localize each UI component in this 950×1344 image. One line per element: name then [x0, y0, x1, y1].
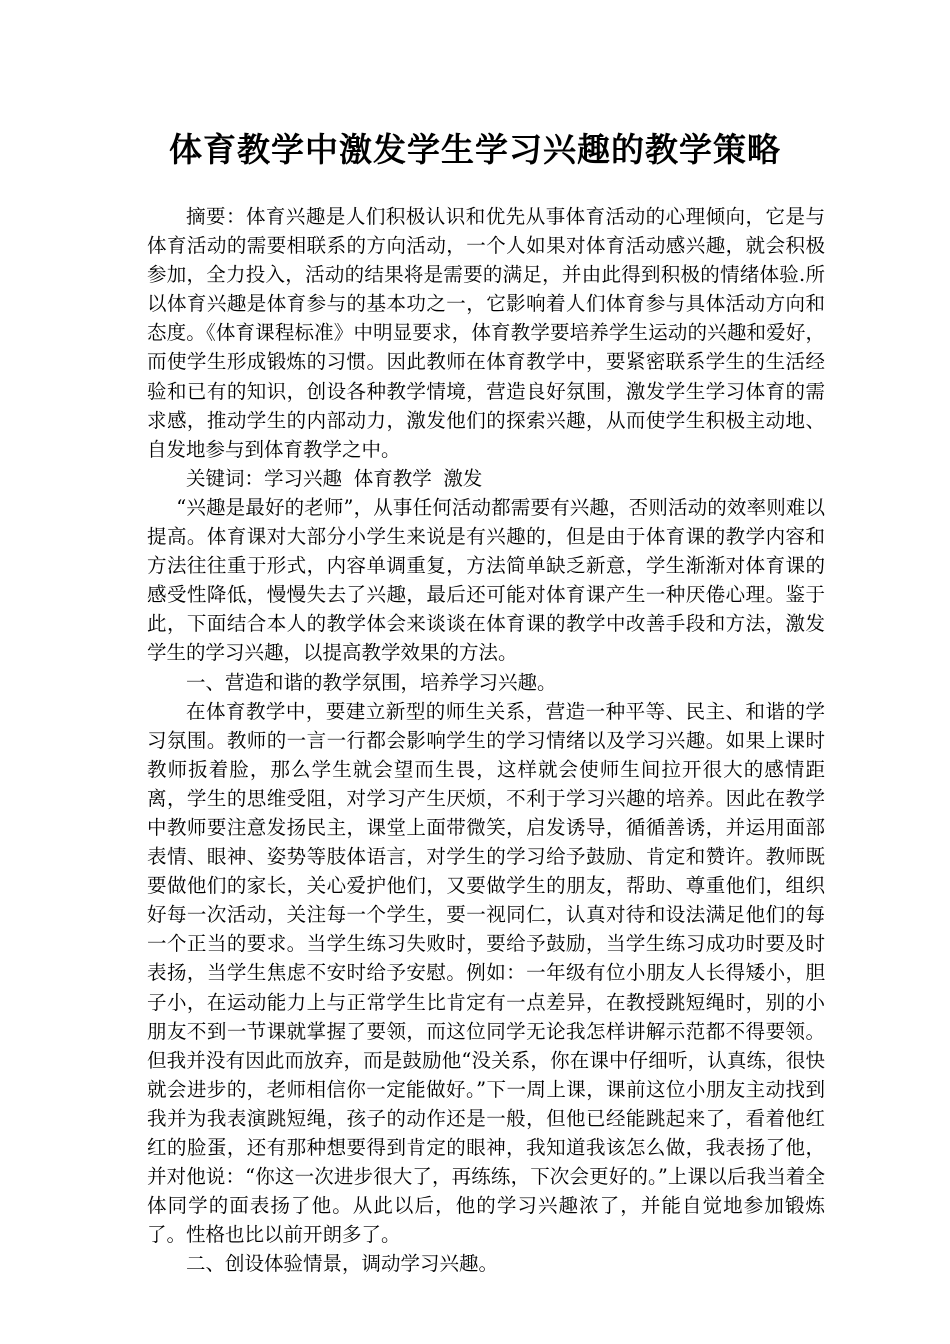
section-2-heading: 二、创设体验情景，调动学习兴趣。: [186, 1252, 499, 1276]
keyword-item: 体育教学: [353, 466, 432, 490]
keyword-item: 学习兴趣: [264, 466, 343, 490]
document-title: 体育教学中激发学生学习兴趣的教学策略: [169, 130, 781, 169]
keyword-item: 激发: [443, 466, 483, 490]
abstract-paragraph: 摘要：体育兴趣是人们积极认识和优先从事体育活动的心理倾向，它是与体育活动的需要相联系的方向活动，一个人如果对体育活动感兴趣，就会积极参加，全力投入，活动的结果将是需要的满足，并由此得到积极的情绪体验.所以体育兴趣是体育参与的基本功之一，它影响着人们体育参与具体活动方向和态度。《体育课程标准》中明显要求，体育教学要培养学生运动的兴趣和爱好，而使学生形成锻炼的习惯。因此教师在体育教学中，要紧密联系学生的生活经验和已有的知识，创设各种教学情境，营造良好氛围，激发学生学习体育的需求感，推动学生的内部动力，激发他们的探索兴趣，从而使学生积极主动地、自发地参与到体育教学之中。: [147, 205, 825, 461]
section-1-heading: 一、营造和谐的教学氛围，培养学习兴趣。: [186, 670, 557, 694]
keywords-line: [147, 464, 825, 493]
keywords-label: 关键词：: [186, 466, 265, 490]
intro-paragraph: “兴趣是最好的老师”，从事任何活动都需要有兴趣，否则活动的效率则难以提高。体育课对大部分小学生来说是有兴趣的，但是由于体育课的教学内容和方法往往重于形式，内容单调重复，方法简单缺乏新意，学生渐渐对体育课的感受性降低，慢慢失去了兴趣，最后还可能对体育课产生一种厌倦心理。鉴于此，下面结合本人的教学体会来谈谈在体育课的教学中改善手段和方法，激发学生的学习兴趣，以提高教学效果的方法。: [147, 495, 825, 665]
section-1-body: 在体育教学中，要建立新型的师生关系，营造一种平等、民主、和谐的学习氛围。教师的一言一行都会影响学生的学习情绪以及学习兴趣。如果上课时教师扳着脸，那么学生就会望而生畏，这样就会使师生间拉开很大的感情距离，学生的思维受阻，对学习产生厌烦，不利于学习兴趣的培养。因此在教学中教师要注意发扬民主，课堂上面带微笑，启发诱导，循循善诱，并运用面部表情、眼神、姿势等肢体语言，对学生的学习给予鼓励、肯定和赞许。教师既要做他们的家长，关心爱护他们，又要做学生的朋友，帮助、尊重他们，组织好每一次活动，关注每一个学生，要一视同仁，认真对待和设法满足他们的每一个正当的要求。当学生练习失败时，要给予鼓励，当学生练习成功时要及时表扬，当学生焦虑不安时给予安慰。例如：一年级有位小朋友人长得矮小，胆子小，在运动能力上与正常学生比肯定有一点差异，在教授跳短绳时，别的小朋友不到一节课就掌握了要领，而这位同学无论我怎样讲解示范都不得要领。但我并没有因此而放弃，而是鼓励他“没关系，你在课中仔细听，认真练，很快就会进步的，老师相信你一定能做好。”下一周上课，课前这位小朋友主动找到我并为我表演跳短绳，孩子的动作还是一般，但他已经能跳起来了，看着他红红的脸蛋，还有那种想要得到肯定的眼神，我知道我该怎么做，我表扬了他，并对他说：“你这一次进步很大了，再练练，下次会更好的。”上课以后我当着全体同学的面表扬了他。从此以后，他的学习兴趣浓了，并能自觉地参加锻炼了。性格也比以前开朗多了。: [147, 699, 825, 1247]
document-body: [147, 202, 825, 1278]
